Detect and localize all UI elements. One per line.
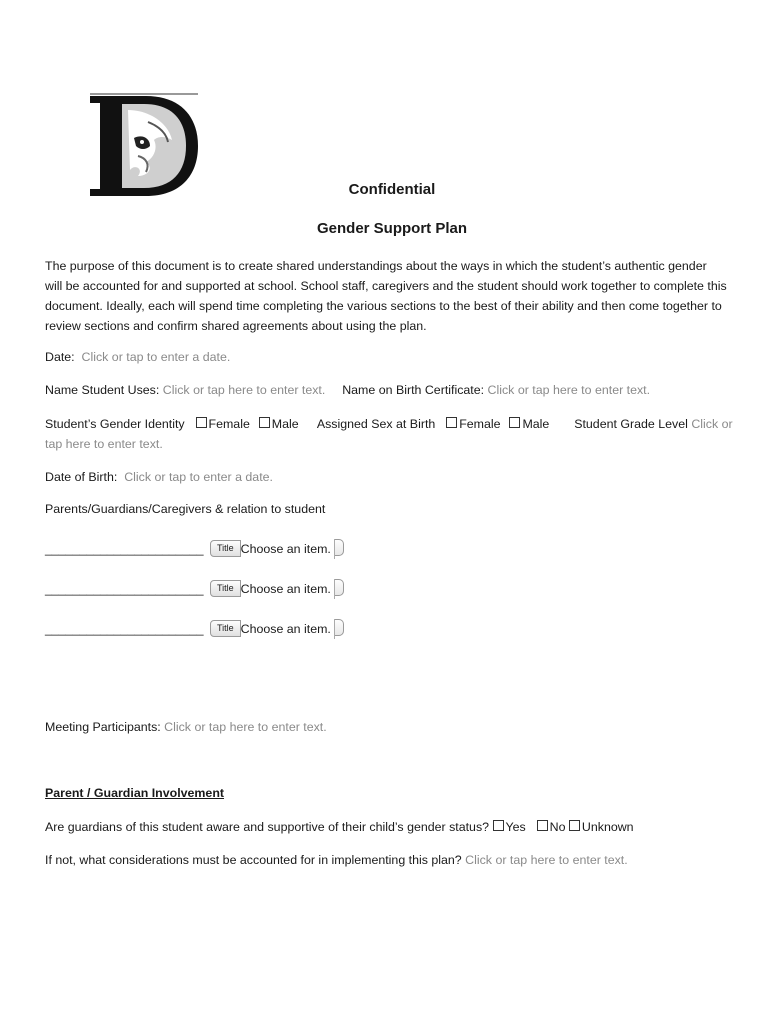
subtitle: Gender Support Plan xyxy=(316,220,467,237)
assigned-male-label: Male xyxy=(522,417,550,431)
gender-female-checkbox[interactable] xyxy=(196,417,207,428)
dropdown-tail xyxy=(335,539,344,556)
followup-question: If not, what considerations must be accounted for in implementing this plan? xyxy=(45,853,462,867)
grade-field-cont[interactable]: tap here to enter text. xyxy=(45,437,163,451)
dropdown-tail xyxy=(335,579,344,596)
relation-dropdown[interactable]: Choose an item. xyxy=(241,539,335,559)
dob-label: Date of Birth: xyxy=(45,470,118,484)
no-checkbox[interactable] xyxy=(537,820,548,831)
awareness-question: Are guardians of this student aware and supportive of their child’s gender status? xyxy=(45,820,490,834)
name-uses-label: Name Student Uses: xyxy=(45,383,160,397)
relation-dropdown[interactable]: Choose an item. xyxy=(241,579,335,599)
followup-field[interactable]: Click or tap here to enter text. xyxy=(465,853,628,867)
date-label: Date: xyxy=(45,350,75,364)
no-label: No xyxy=(549,820,566,834)
date-field[interactable]: Click or tap to enter a date. xyxy=(81,350,231,364)
guardian-name-blank[interactable]: _______________________ xyxy=(45,582,204,596)
gender-row xyxy=(45,414,735,454)
birth-name-label: Name on Birth Certificate: xyxy=(342,383,485,397)
grade-label: Student Grade Level xyxy=(574,417,688,431)
names-row xyxy=(45,380,735,400)
grade-field[interactable]: Click or xyxy=(691,417,733,431)
assigned-male-checkbox[interactable] xyxy=(509,417,520,428)
yes-checkbox[interactable] xyxy=(493,820,504,831)
yes-label: Yes xyxy=(505,820,526,834)
guardian-row xyxy=(45,619,735,639)
name-uses-field[interactable]: Click or tap here to enter text. xyxy=(162,383,326,397)
assigned-female-label: Female xyxy=(459,417,501,431)
guardian-row xyxy=(45,579,735,599)
unknown-checkbox[interactable] xyxy=(569,820,580,831)
section-heading-row xyxy=(45,783,735,803)
title: Confidential xyxy=(348,181,436,198)
dob-field[interactable]: Click or tap to enter a date. xyxy=(124,470,273,484)
parents-label: Parents/Guardians/Caregivers & relation to student xyxy=(45,502,326,516)
unknown-label: Unknown xyxy=(581,820,634,834)
meeting-label: Meeting Participants: xyxy=(45,720,161,734)
gender-female-label: Female xyxy=(208,417,250,431)
guardian-name-blank[interactable]: _______________________ xyxy=(45,542,204,556)
title-tag: Title xyxy=(210,620,241,637)
birth-name-field[interactable]: Click or tap here to enter text. xyxy=(487,383,651,397)
guardian-row xyxy=(45,539,735,559)
meeting-row xyxy=(45,717,735,737)
date-row xyxy=(45,347,735,367)
followup-row xyxy=(45,850,735,870)
awareness-row xyxy=(45,817,735,837)
gender-identity-label: Student’s Gender Identity xyxy=(45,417,185,431)
meeting-field[interactable]: Click or tap here to enter text. xyxy=(164,720,327,734)
assigned-sex-label: Assigned Sex at Birth xyxy=(316,417,436,431)
intro-paragraph: The purpose of this document is to create shared understandings about the ways in which the student’s authentic gender will be accounted for and supported at school. School staff, caregivers and the student should work together to complete this document. Ideally, each will spend time completing the various sections to the best of their ability and then come together to review sections and confirm shared agreements about using the plan. xyxy=(45,259,727,333)
relation-dropdown[interactable]: Choose an item. xyxy=(241,619,335,639)
gender-male-label: Male xyxy=(271,417,299,431)
section-heading: Parent / Guardian Involvement xyxy=(45,786,225,800)
guardian-name-blank[interactable]: _______________________ xyxy=(45,622,204,636)
title-tag: Title xyxy=(210,540,241,557)
assigned-female-checkbox[interactable] xyxy=(446,417,457,428)
dob-row xyxy=(45,467,735,487)
gender-male-checkbox[interactable] xyxy=(259,417,270,428)
title-tag: Title xyxy=(210,580,241,597)
dropdown-tail xyxy=(335,619,344,636)
